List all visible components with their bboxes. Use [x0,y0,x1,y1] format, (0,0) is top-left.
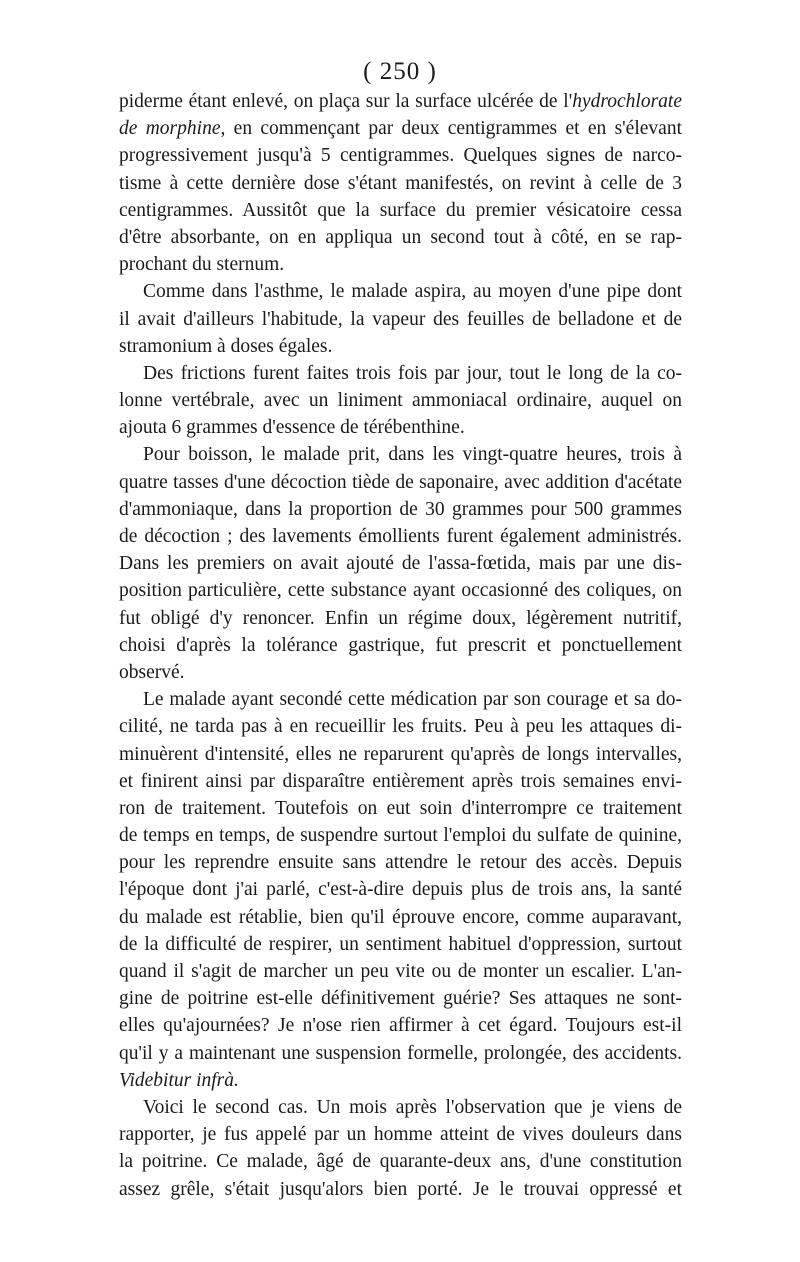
text-run: lonne vertébrale, avec un liniment ammoniacal ordinaire, auquel on [119,390,682,412]
text-line [119,768,682,795]
text-line [119,577,682,604]
text-line [119,278,682,305]
text-run: position particulière, cette substance ayant occasionné des coliques, on [119,580,682,602]
text-run: la poitrine. Ce malade, âgé de quarante-deux ans, d'une constitution [119,1151,682,1173]
text-line [119,88,682,115]
text-run: Dans les premiers on avait ajouté de l'assa-fœtida, mais par une dis- [119,553,682,575]
text-run: de temps en temps, de suspendre surtout l'emploi du sulfate de quinine, [119,825,682,847]
text-run: d'être absorbante, on en appliqua un second tout à côté, en se rap- [119,226,682,248]
text-line [119,605,682,632]
text-run: assez grêle, s'était jusqu'alors bien porté. Je le trouvai oppressé et [119,1178,682,1200]
text-run: ajouta 6 grammes d'essence de térébenthine. [119,417,465,439]
text-run: il avait d'ailleurs l'habitude, la vapeur des feuilles de belladone et de [119,308,682,330]
text-line [119,822,682,849]
text-run: stramonium à doses égales. [119,335,333,357]
text-line [119,496,682,523]
text-line [119,1012,682,1039]
text-run: observé. [119,661,185,683]
body-text [119,88,682,1203]
text-line [119,849,682,876]
text-line [119,170,682,197]
text-run: du malade est rétablie, bien qu'il éprouve encore, comme auparavant, [119,906,682,928]
text-run: Des frictions furent faites trois fois par jour, tout le long de la co- [143,362,682,384]
text-run: prochant du sternum. [119,254,285,276]
text-line [119,1040,682,1067]
text-line [119,713,682,740]
text-run: centigrammes. Aussitôt que la surface du premier vésicatoire cessa [119,199,682,221]
text-run: Le malade ayant secondé cette médication par son courage et sa do- [143,689,682,711]
text-line [119,1094,682,1121]
text-line [119,958,682,985]
text-line [119,306,682,333]
text-line [119,142,682,169]
text-run: minuèrent d'intensité, elles ne reparurent qu'après de longs intervalles, [119,743,682,765]
italic-text: Videbitur infrà. [119,1069,239,1091]
text-run: quand il s'agit de marcher un peu vite ou de monter un escalier. L'an- [119,961,682,982]
text-run: l'époque dont j'ai parlé, c'est-à-dire depuis plus de trois ans, la santé [119,879,682,901]
text-run: progressivement jusqu'à 5 centigrammes. Quelques signes de narco- [119,145,682,167]
text-line [119,985,682,1012]
text-line [119,876,682,903]
text-line [119,659,682,686]
text-run: d'ammoniaque, dans la proportion de 30 grammes pour 500 grammes [119,498,682,520]
italic-text: hydrochlorate [572,91,682,112]
text-run: Comme dans l'asthme, le malade aspira, au moyen d'une pipe dont [143,281,682,303]
text-run: rapporter, je fus appelé par un homme atteint de vives douleurs dans [119,1124,682,1146]
text-run: qu'il y a maintenant une suspension formelle, prolongée, des accidents. [119,1042,682,1064]
page-number: ( 250 ) [363,58,437,85]
text-line [119,251,682,278]
text-run: cilité, ne tarda pas à en recueillir les fruits. Peu à peu les attaques di- [119,716,682,738]
text-line [119,1148,682,1175]
text-line [119,387,682,414]
text-run: pour les reprendre ensuite sans attendre le retour des accès. Depuis [119,852,682,874]
text-run: ron de traitement. Toutefois on eut soin d'interrompre ce traitement [119,797,682,819]
text-run: et finirent ainsi par disparaître entièrement après trois semaines envi- [119,770,682,792]
text-line [119,441,682,468]
text-line [119,931,682,958]
text-run: Pour boisson, le malade prit, dans les vingt-quatre heures, trois à [143,444,682,466]
italic-text: de morphine [119,118,221,140]
text-line [119,197,682,224]
text-line [119,469,682,496]
text-line [119,741,682,768]
text-run: piderme étant enlevé, on plaça sur la surface ulcérée de l' [119,91,573,112]
text-line [119,550,682,577]
text-run: de la difficulté de respirer, un sentiment habituel d'oppression, surtout [119,933,682,955]
text-run: fut obligé d'y renoncer. Enfin un régime doux, légèrement nutritif, [119,607,682,629]
text-run: gine de poitrine est-elle définitivement guérie? Ses attaques ne sont- [119,988,682,1010]
text-line [119,523,682,550]
text-run: quatre tasses d'une décoction tiède de saponaire, avec addition d'acétate [119,471,682,493]
text-line [119,115,682,142]
text-line [119,686,682,713]
text-run: choisi d'après la tolérance gastrique, fut prescrit et ponctuellement [119,634,682,656]
text-line [119,795,682,822]
text-run: Voici le second cas. Un mois après l'observation que je viens de [143,1096,682,1118]
text-run: tisme à cette dernière dose s'étant manifestés, on revint à celle de 3 [119,172,682,194]
text-run: , en commençant par deux centigrammes et en s'élevant [220,118,682,140]
text-run: elles qu'ajournées? Je n'ose rien affirmer à cet égard. Toujours est-il [119,1015,682,1037]
text-line [119,414,682,441]
text-line [119,904,682,931]
text-line [119,1067,682,1094]
text-line [119,1176,682,1203]
text-line [119,333,682,360]
text-line [119,360,682,387]
text-line [119,1121,682,1148]
text-run: de décoction ; des lavements émollients furent également administrés. [119,526,682,547]
text-line [119,632,682,659]
text-line [119,224,682,251]
